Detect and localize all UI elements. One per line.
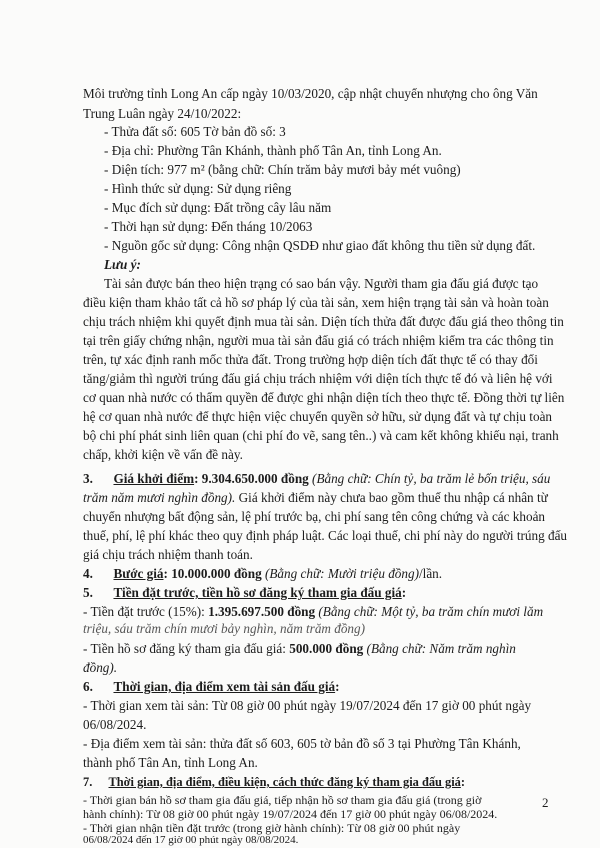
list-item: - Nguồn gốc sử dụng: Công nhận QSDĐ như giao đất không thu tiền sử dụng đất. [104, 238, 536, 253]
paragraph-line: hệ cơ quan nhà nước để thực hiện việc chuyển quyền sở hữu, sử dụng đất và tự chịu toàn [83, 409, 553, 424]
deposit-value: 1.395.697.500 đồng [208, 604, 316, 619]
paragraph-line: - Thời gian xem tài sản: Từ 08 giờ 00 phút ngày 19/07/2024 đến 17 giờ 00 phút ngày [83, 698, 532, 713]
list-item: - Thửa đất số: 605 Tờ bản đồ số: 3 [104, 124, 286, 139]
fee-label: - Tiền hồ sơ đăng ký tham gia đấu giá: [83, 641, 290, 656]
amount-in-words: (Bằng chữ: Mười triệu đồng) [261, 566, 419, 581]
section-title: Thời gian, địa điểm xem tài sản đấu giá [113, 679, 336, 694]
amount-in-words: (Bằng chữ: Một tỷ, ba trăm chín mươi lăm [315, 604, 544, 619]
colon: : [401, 585, 407, 600]
paragraph-line: hành chính): Từ 08 giờ 00 phút ngày 19/07/2024 đến 17 giờ 00 phút ngày 06/08/2024. [83, 807, 498, 821]
amount-in-words: (Bằng chữ: Chín tỷ, ba trăm lẻ bốn triệu, sáu [308, 471, 551, 486]
paragraph-line: giá chịu trách nhiệm thanh toán. [83, 547, 253, 562]
amount-in-words: trăm năm mươi nghìn đồng). [83, 490, 236, 505]
page-number: 2 [542, 795, 549, 810]
paragraph-line: - Địa điểm xem tài sản: thửa đất số 603, 605 tờ bản đồ số 3 tại Phường Tân Khánh, [83, 736, 521, 751]
section-number: 4. [83, 566, 93, 581]
section-title: Thời gian, địa điểm, điều kiện, cách thức đăng ký tham gia đấu giá [108, 775, 461, 789]
fee-value: 500.000 đồng [289, 641, 364, 656]
paragraph-line: tăng/giảm thì người trúng đấu giá chịu trách nhiệm với diện tích thực tế đó và liên hệ với [83, 371, 553, 386]
list-item: - Mục đích sử dụng: Đất trồng cây lâu năm [104, 200, 332, 215]
paragraph-line [83, 490, 548, 506]
registration-fee-line [83, 641, 516, 657]
section-viewing-heading [83, 679, 340, 695]
paragraph-line: thuế, phí, lệ phí khác theo quy định pháp luật. Các loại thuế, chi phí này do người trúng đấu [83, 528, 568, 543]
amount-in-words-struck: triệu, sáu trăm chín mươi bảy nghìn, năm trăm đồng) [83, 621, 365, 636]
bid-step-value: : 10.000.000 đồng [163, 566, 262, 581]
starting-price-value: : 9.304.650.000 đồng [194, 471, 309, 486]
section-number: 5. [83, 585, 93, 600]
paragraph-line: tại trên giấy chứng nhận, người mua tài sản đấu giá có trách nhiệm kiểm tra các thông tin [83, 333, 554, 348]
paragraph-line: 06/08/2024. [83, 717, 147, 732]
amount-in-words: (Bằng chữ: Năm trăm nghìn [363, 641, 516, 656]
paragraph-line: chấp, khởi kiện về vấn đề này. [83, 447, 243, 462]
paragraph-line: trên, tự xác định ranh mốc thửa đất. Trong trường hợp diện tích đất thực tế có thay đổi [83, 352, 538, 367]
section-number: 7. [83, 775, 93, 789]
section-starting-price [83, 471, 550, 487]
section-label: Giá khởi điểm [113, 471, 195, 486]
colon: : [335, 679, 340, 694]
section-number: 6. [83, 679, 93, 694]
list-item: - Diện tích: 977 m² (bằng chữ: Chín trăm bảy mươi bảy mét vuông) [104, 162, 461, 177]
section-registration-heading [83, 774, 465, 790]
list-item: - Địa chỉ: Phường Tân Khánh, thành phố Tân An, tỉnh Long An. [104, 143, 442, 158]
section-label: Bước giá [113, 566, 164, 581]
paragraph-line: bộ chi phí phát sinh liên quan (chi phí đo vẽ, sang tên..) và cam kết không khiếu nại, tranh [83, 428, 559, 443]
paragraph-line: thành phố Tân An, tỉnh Long An. [83, 755, 258, 770]
section-bid-step [83, 566, 442, 582]
paragraph-line: 06/08/2024 đến 17 giờ 00 phút ngày 08/08/2024. [83, 834, 299, 846]
section-deposit-heading [83, 585, 406, 601]
text-line: Trung Luân ngày 24/10/2022: [83, 106, 242, 121]
paragraph-line: Tài sản được bán theo hiện trạng có sao bán vậy. Người tham gia đấu giá được tạo [104, 276, 539, 291]
deposit-line [83, 604, 543, 620]
note-heading: Lưu ý: [104, 257, 141, 272]
list-item: - Hình thức sử dụng: Sử dụng riêng [104, 181, 292, 196]
paragraph-line: điều kiện tham khảo tất cả hồ sơ pháp lý của tài sản, xem hiện trạng tài sản và hoàn toàn [83, 295, 549, 310]
list-item: - Thời hạn sử dụng: Đến tháng 10/2063 [104, 219, 313, 234]
paragraph-line: - Thời gian bán hồ sơ tham gia đấu giá, tiếp nhận hồ sơ tham gia đấu giá (trong giờ [83, 793, 482, 807]
paragraph-line: chịu trách nhiệm khi quyết định mua tài sản. Diện tích thửa đất được đấu giá theo thông tin [83, 314, 564, 329]
amount-in-words: đồng). [83, 660, 118, 675]
text-line: Môi trường tỉnh Long An cấp ngày 10/03/2020, cập nhật chuyển nhượng cho ông Văn [83, 86, 538, 101]
colon: : [460, 775, 466, 789]
section-title: Tiền đặt trước, tiền hồ sơ đăng ký tham gia đấu giá [113, 585, 402, 600]
per-bid-suffix: /lần. [419, 566, 443, 581]
section-number: 3. [83, 471, 93, 486]
paragraph-text: Giá khởi điểm này chưa bao gồm thuế thu nhập cá nhân từ [235, 490, 548, 505]
paragraph-line: cơ quan nhà nước có thẩm quyền để được ghi nhận diện tích theo thực tế. Đồng thời tự liên [83, 390, 565, 405]
paragraph-line: chuyển nhượng bất động sản, lệ phí trước bạ, chi phí sang tên công chứng và các khoản [83, 509, 546, 524]
paragraph-line: - Thời gian nhận tiền đặt trước (trong giờ hành chính): Từ 08 giờ 00 phút ngày [83, 821, 461, 835]
deposit-label: - Tiền đặt trước (15%): [83, 604, 209, 619]
